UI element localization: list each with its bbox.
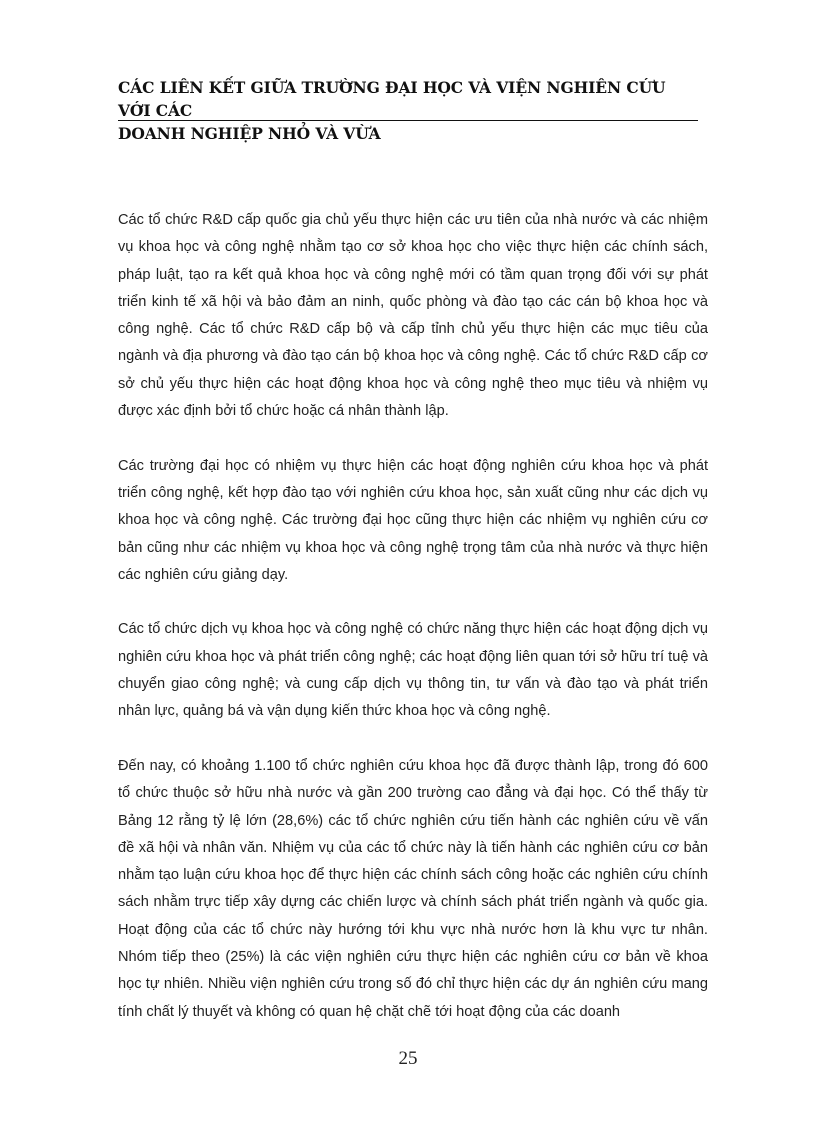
body-text xyxy=(118,207,708,1026)
page-number: 25 xyxy=(398,1048,418,1069)
header-divider xyxy=(118,120,698,121)
paragraph-rd-organizations: Các tổ chức R&D cấp quốc gia chủ yếu thực hiện các ưu tiên của nhà nước và các nhiệm vụ khoa học và công nghệ nhằm tạo cơ sở khoa học cho việc thực hiện các chính sách, pháp luật, tạo ra kết quả khoa học và công nghệ mới có tầm quan trọng đối với sự phát triển kinh tế xã hội và bảo đảm an ninh, quốc phòng và đào tạo các cán bộ khoa học và công nghệ. Các tổ chức R&D cấp bộ và cấp tỉnh chủ yếu thực hiện các mục tiêu của ngành và địa phương và đào tạo cán bộ khoa học và công nghệ. Các tổ chức R&D cấp cơ sở chủ yếu thực hiện các hoạt động khoa học và công nghệ theo mục tiêu và nhiệm vụ được xác định bởi tổ chức hoặc cá nhân thành lập. xyxy=(118,212,708,420)
header-title-line-2: DOANH NGHIỆP NHỎ VÀ VỪA xyxy=(118,124,381,143)
paragraph-service-organizations: Các tổ chức dịch vụ khoa học và công nghệ có chức năng thực hiện các hoạt động dịch vụ nghiên cứu khoa học và phát triển công nghệ; các hoạt động liên quan tới sở hữu trí tuệ và chuyển giao công nghệ; và cung cấp dịch vụ thông tin, tư vấn và đào tạo và phát triển nhân lực, quảng bá và vận dụng kiến thức khoa học và công nghệ. xyxy=(118,621,708,720)
paragraph-statistics: Đến nay, có khoảng 1.100 tổ chức nghiên cứu khoa học đã được thành lập, trong đó 600 tổ chức thuộc sở hữu nhà nước và gần 200 trường cao đẳng và đại học. Có thể thấy từ Bảng 12 rằng tỷ lệ lớn (28,6%) các tổ chức nghiên cứu tiến hành các nghiên cứu về vấn đề xã hội và nhân văn. Nhiệm vụ của các tổ chức này là tiến hành các nghiên cứu cơ bản nhằm tạo luận cứu khoa học để thực hiện các chính sách công hoặc các nghiên cứu chính sách nhằm trực tiếp xây dựng các chiến lược và chính sách phát triển ngành và quốc gia. Hoạt động của các tổ chức này hướng tới khu vực nhà nước hơn là khu vực tư nhân. Nhóm tiếp theo (25%) là các viện nghiên cứu thực hiện các nghiên cứu cơ bản về khoa học tự nhiên. Nhiều viện nghiên cứu trong số đó chỉ thực hiện các dự án nghiên cứu mang tính chất lý thuyết và không có quan hệ chặt chẽ tới hoạt động của các doanh xyxy=(118,757,708,1020)
header-title-line-1: CÁC LIÊN KẾT GIỮA TRƯỜNG ĐẠI HỌC VÀ VIỆN NGHIÊN CỨU VỚI CÁC xyxy=(118,78,666,120)
paragraph-universities: Các trường đại học có nhiệm vụ thực hiện các hoạt động nghiên cứu khoa học và phát triển công nghệ, kết hợp đào tạo với nghiên cứu khoa học, sản xuất cũng như các dịch vụ khoa học và công nghệ. Các trường đại học cũng thực hiện các nhiệm vụ nghiên cứu cơ bản cũng như các nhiệm vụ khoa học và công nghệ trọng tâm của nhà nước và thực hiện các nghiên cứu giảng dạy. xyxy=(118,457,708,583)
running-header xyxy=(118,76,698,145)
